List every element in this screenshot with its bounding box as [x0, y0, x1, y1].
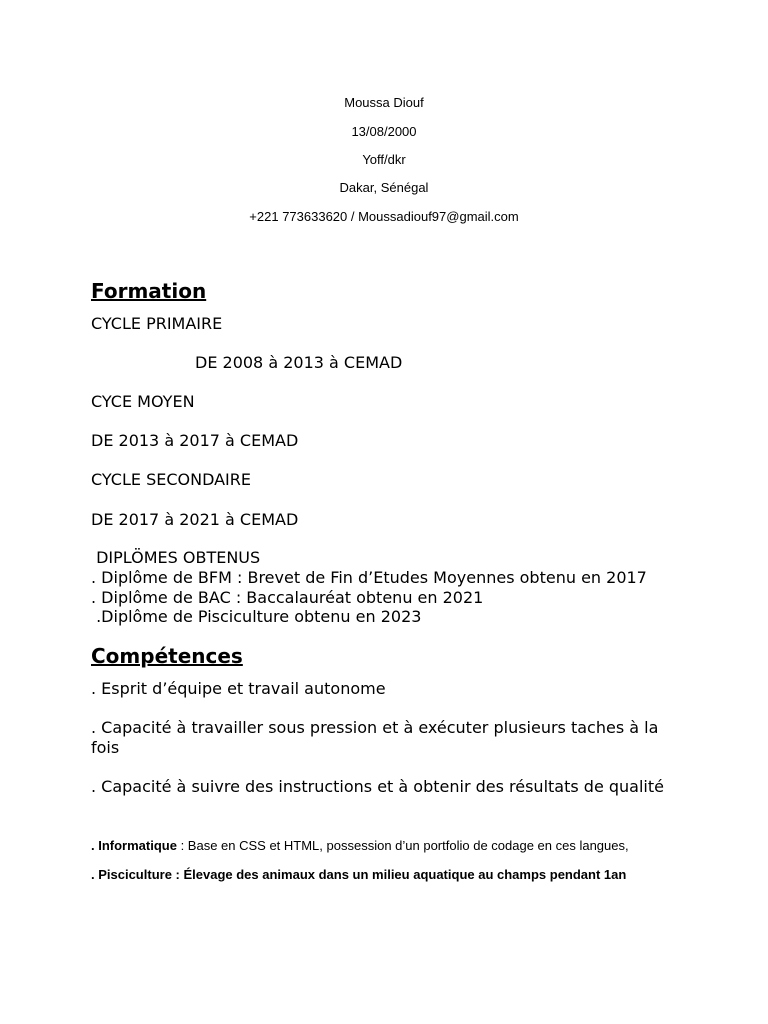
diploma-item: .Diplôme de Pisciculture obtenu en 2023 — [91, 607, 422, 626]
contact-name: Moussa Diouf — [344, 95, 424, 110]
diploma-item: . Diplôme de BAC : Baccalauréat obtenu en 2021 — [91, 588, 484, 607]
contact-phone-email: +221 773633620 / Moussadiouf97@gmail.com — [249, 209, 519, 224]
contact-birthdate: 13/08/2000 — [351, 124, 417, 139]
contact-neighborhood: Yoff/dkr — [362, 152, 406, 167]
competence-item: . Capacité à travailler sous pression et à exécuter plusieurs taches à la fois — [91, 718, 659, 757]
secondary-cycle-label: CYCLE SECONDAIRE — [91, 470, 251, 489]
pisciculture-line: . Pisciculture : Élevage des animaux dans un milieu aquatique au champs pendant 1an — [91, 867, 627, 882]
informatique-label: . Informatique — [91, 838, 177, 853]
competence-item: . Capacité à suivre des instructions et à obtenir des résultats de qualité — [91, 777, 664, 796]
informatique-line — [91, 838, 629, 854]
secondary-cycle-period: DE 2017 à 2021 à CEMAD — [91, 510, 299, 529]
middle-cycle-period: DE 2013 à 2017 à CEMAD — [91, 431, 299, 450]
primary-cycle-label: CYCLE PRIMAIRE — [91, 314, 223, 333]
diplomas-label: DIPLÖMES OBTENUS — [91, 548, 261, 567]
primary-cycle-period: DE 2008 à 2013 à CEMAD — [195, 353, 403, 372]
informatique-text: : Base en CSS et HTML, possession d’un portfolio de codage en ces langues, — [176, 838, 629, 853]
competence-item: . Esprit d’équipe et travail autonome — [91, 679, 386, 698]
contact-city-country: Dakar, Sénégal — [339, 180, 429, 195]
middle-cycle-label: CYCE MOYEN — [91, 392, 195, 411]
diploma-item: . Diplôme de BFM : Brevet de Fin d’Etudes Moyennes obtenu en 2017 — [91, 568, 647, 587]
formation-heading: Formation — [91, 279, 207, 303]
competences-heading: Compétences — [91, 644, 243, 668]
